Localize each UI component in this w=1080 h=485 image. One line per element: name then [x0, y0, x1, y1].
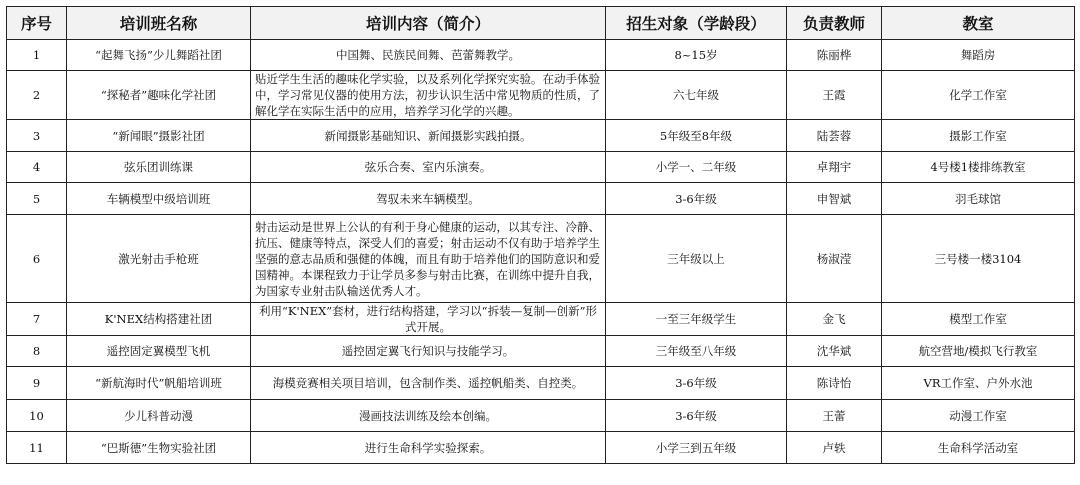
table-row [7, 336, 1075, 367]
cell-no: 5 [7, 183, 67, 215]
table-row [7, 120, 1075, 152]
cell-content: 中国舞、民族民间舞、芭蕾舞教学。 [251, 40, 606, 71]
cell-teacher: 沈华斌 [787, 336, 882, 367]
cell-class-name: “探秘者”趣味化学社团 [67, 71, 251, 120]
cell-teacher: 卓翔宇 [787, 152, 882, 183]
header-target: 招生对象（学龄段） [606, 7, 787, 40]
cell-room: 舞蹈房 [882, 40, 1075, 71]
cell-class-name: “巴斯德”生物实验社团 [67, 432, 251, 464]
cell-class-name: “新闻眼”摄影社团 [67, 120, 251, 152]
cell-no: 3 [7, 120, 67, 152]
table-row [7, 71, 1075, 120]
cell-teacher: 卢轶 [787, 432, 882, 464]
cell-target: 3-6年级 [606, 367, 787, 400]
cell-class-name: “新航海时代”帆船培训班 [67, 367, 251, 400]
cell-no: 10 [7, 400, 67, 432]
cell-class-name: 弦乐团训练课 [67, 152, 251, 183]
cell-target: 六七年级 [606, 71, 787, 120]
cell-class-name: 遥控固定翼模型飞机 [67, 336, 251, 367]
header-class-name: 培训班名称 [67, 7, 251, 40]
header-content: 培训内容（简介） [251, 7, 606, 40]
cell-content: 漫画技法训练及绘本创编。 [251, 400, 606, 432]
cell-teacher: 陈诗怡 [787, 367, 882, 400]
cell-target: 三年级至八年级 [606, 336, 787, 367]
cell-target: 3-6年级 [606, 183, 787, 215]
cell-room: 动漫工作室 [882, 400, 1075, 432]
cell-content: 进行生命科学实验探索。 [251, 432, 606, 464]
cell-teacher: 陆荟蓉 [787, 120, 882, 152]
header-room: 教室 [882, 7, 1075, 40]
cell-no: 2 [7, 71, 67, 120]
cell-content: 遥控固定翼飞行知识与技能学习。 [251, 336, 606, 367]
cell-room: 羽毛球馆 [882, 183, 1075, 215]
table-row [7, 303, 1075, 336]
cell-target: 一至三年级学生 [606, 303, 787, 336]
table-row [7, 215, 1075, 303]
table-row [7, 400, 1075, 432]
cell-teacher: 陈丽桦 [787, 40, 882, 71]
cell-content: 海模竞赛相关项目培训，包含制作类、遥控帆船类、自控类。 [251, 367, 606, 400]
cell-room: VR工作室、户外水池 [882, 367, 1075, 400]
cell-content: 新闻摄影基础知识、新闻摄影实践拍摄。 [251, 120, 606, 152]
cell-no: 6 [7, 215, 67, 303]
table-row [7, 40, 1075, 71]
header-teacher: 负责教师 [787, 7, 882, 40]
cell-content: 射击运动是世界上公认的有利于身心健康的运动，以其专注、冷静、抗压、健康等特点，深受人们的喜爱；射击运动不仅有助于培养学生坚强的意志品质和强健的体魄，而且有助于培养他们的国防意识和爱国精神。本课程致力于让学员多参与射击比赛，在训练中提升自我，为国家专业射击队输送优秀人才。 [251, 215, 606, 303]
table-row [7, 367, 1075, 400]
cell-class-name: 车辆模型中级培训班 [67, 183, 251, 215]
training-classes-table [6, 6, 1075, 464]
cell-class-name: K'NEX结构搭建社团 [67, 303, 251, 336]
header-no: 序号 [7, 7, 67, 40]
table-row [7, 183, 1075, 215]
cell-room: 模型工作室 [882, 303, 1075, 336]
cell-target: 小学一、二年级 [606, 152, 787, 183]
cell-content: 弦乐合奏、室内乐演奏。 [251, 152, 606, 183]
cell-content: 贴近学生生活的趣味化学实验，以及系列化学探究实验。在动手体验中，学习常见仪器的使用方法，初步认识生活中常见物质的性质，了解化学在实际生活中的应用，培养学习化学的兴趣。 [251, 71, 606, 120]
cell-teacher: 王蕾 [787, 400, 882, 432]
cell-target: 3-6年级 [606, 400, 787, 432]
cell-target: 小学三到五年级 [606, 432, 787, 464]
cell-teacher: 王霞 [787, 71, 882, 120]
cell-teacher: 杨淑滢 [787, 215, 882, 303]
table-row [7, 432, 1075, 464]
cell-target: 8~15岁 [606, 40, 787, 71]
header-row [7, 7, 1075, 40]
cell-target: 三年级以上 [606, 215, 787, 303]
cell-room: 4号楼1楼排练教室 [882, 152, 1075, 183]
cell-no: 11 [7, 432, 67, 464]
cell-room: 化学工作室 [882, 71, 1075, 120]
cell-no: 8 [7, 336, 67, 367]
cell-no: 9 [7, 367, 67, 400]
cell-room: 摄影工作室 [882, 120, 1075, 152]
cell-class-name: 激光射击手枪班 [67, 215, 251, 303]
cell-no: 7 [7, 303, 67, 336]
cell-content: 驾驭未来车辆模型。 [251, 183, 606, 215]
cell-room: 三号楼一楼3104 [882, 215, 1075, 303]
cell-class-name: 少儿科普动漫 [67, 400, 251, 432]
cell-content: 利用“K'NEX”套材，进行结构搭建，学习以“拆装—复制—创新”形式开展。 [251, 303, 606, 336]
cell-target: 5年级至8年级 [606, 120, 787, 152]
cell-class-name: “起舞飞扬”少儿舞蹈社团 [67, 40, 251, 71]
cell-no: 1 [7, 40, 67, 71]
cell-no: 4 [7, 152, 67, 183]
cell-room: 航空营地/模拟飞行教室 [882, 336, 1075, 367]
cell-room: 生命科学活动室 [882, 432, 1075, 464]
cell-teacher: 金飞 [787, 303, 882, 336]
table-row [7, 152, 1075, 183]
cell-teacher: 申智斌 [787, 183, 882, 215]
